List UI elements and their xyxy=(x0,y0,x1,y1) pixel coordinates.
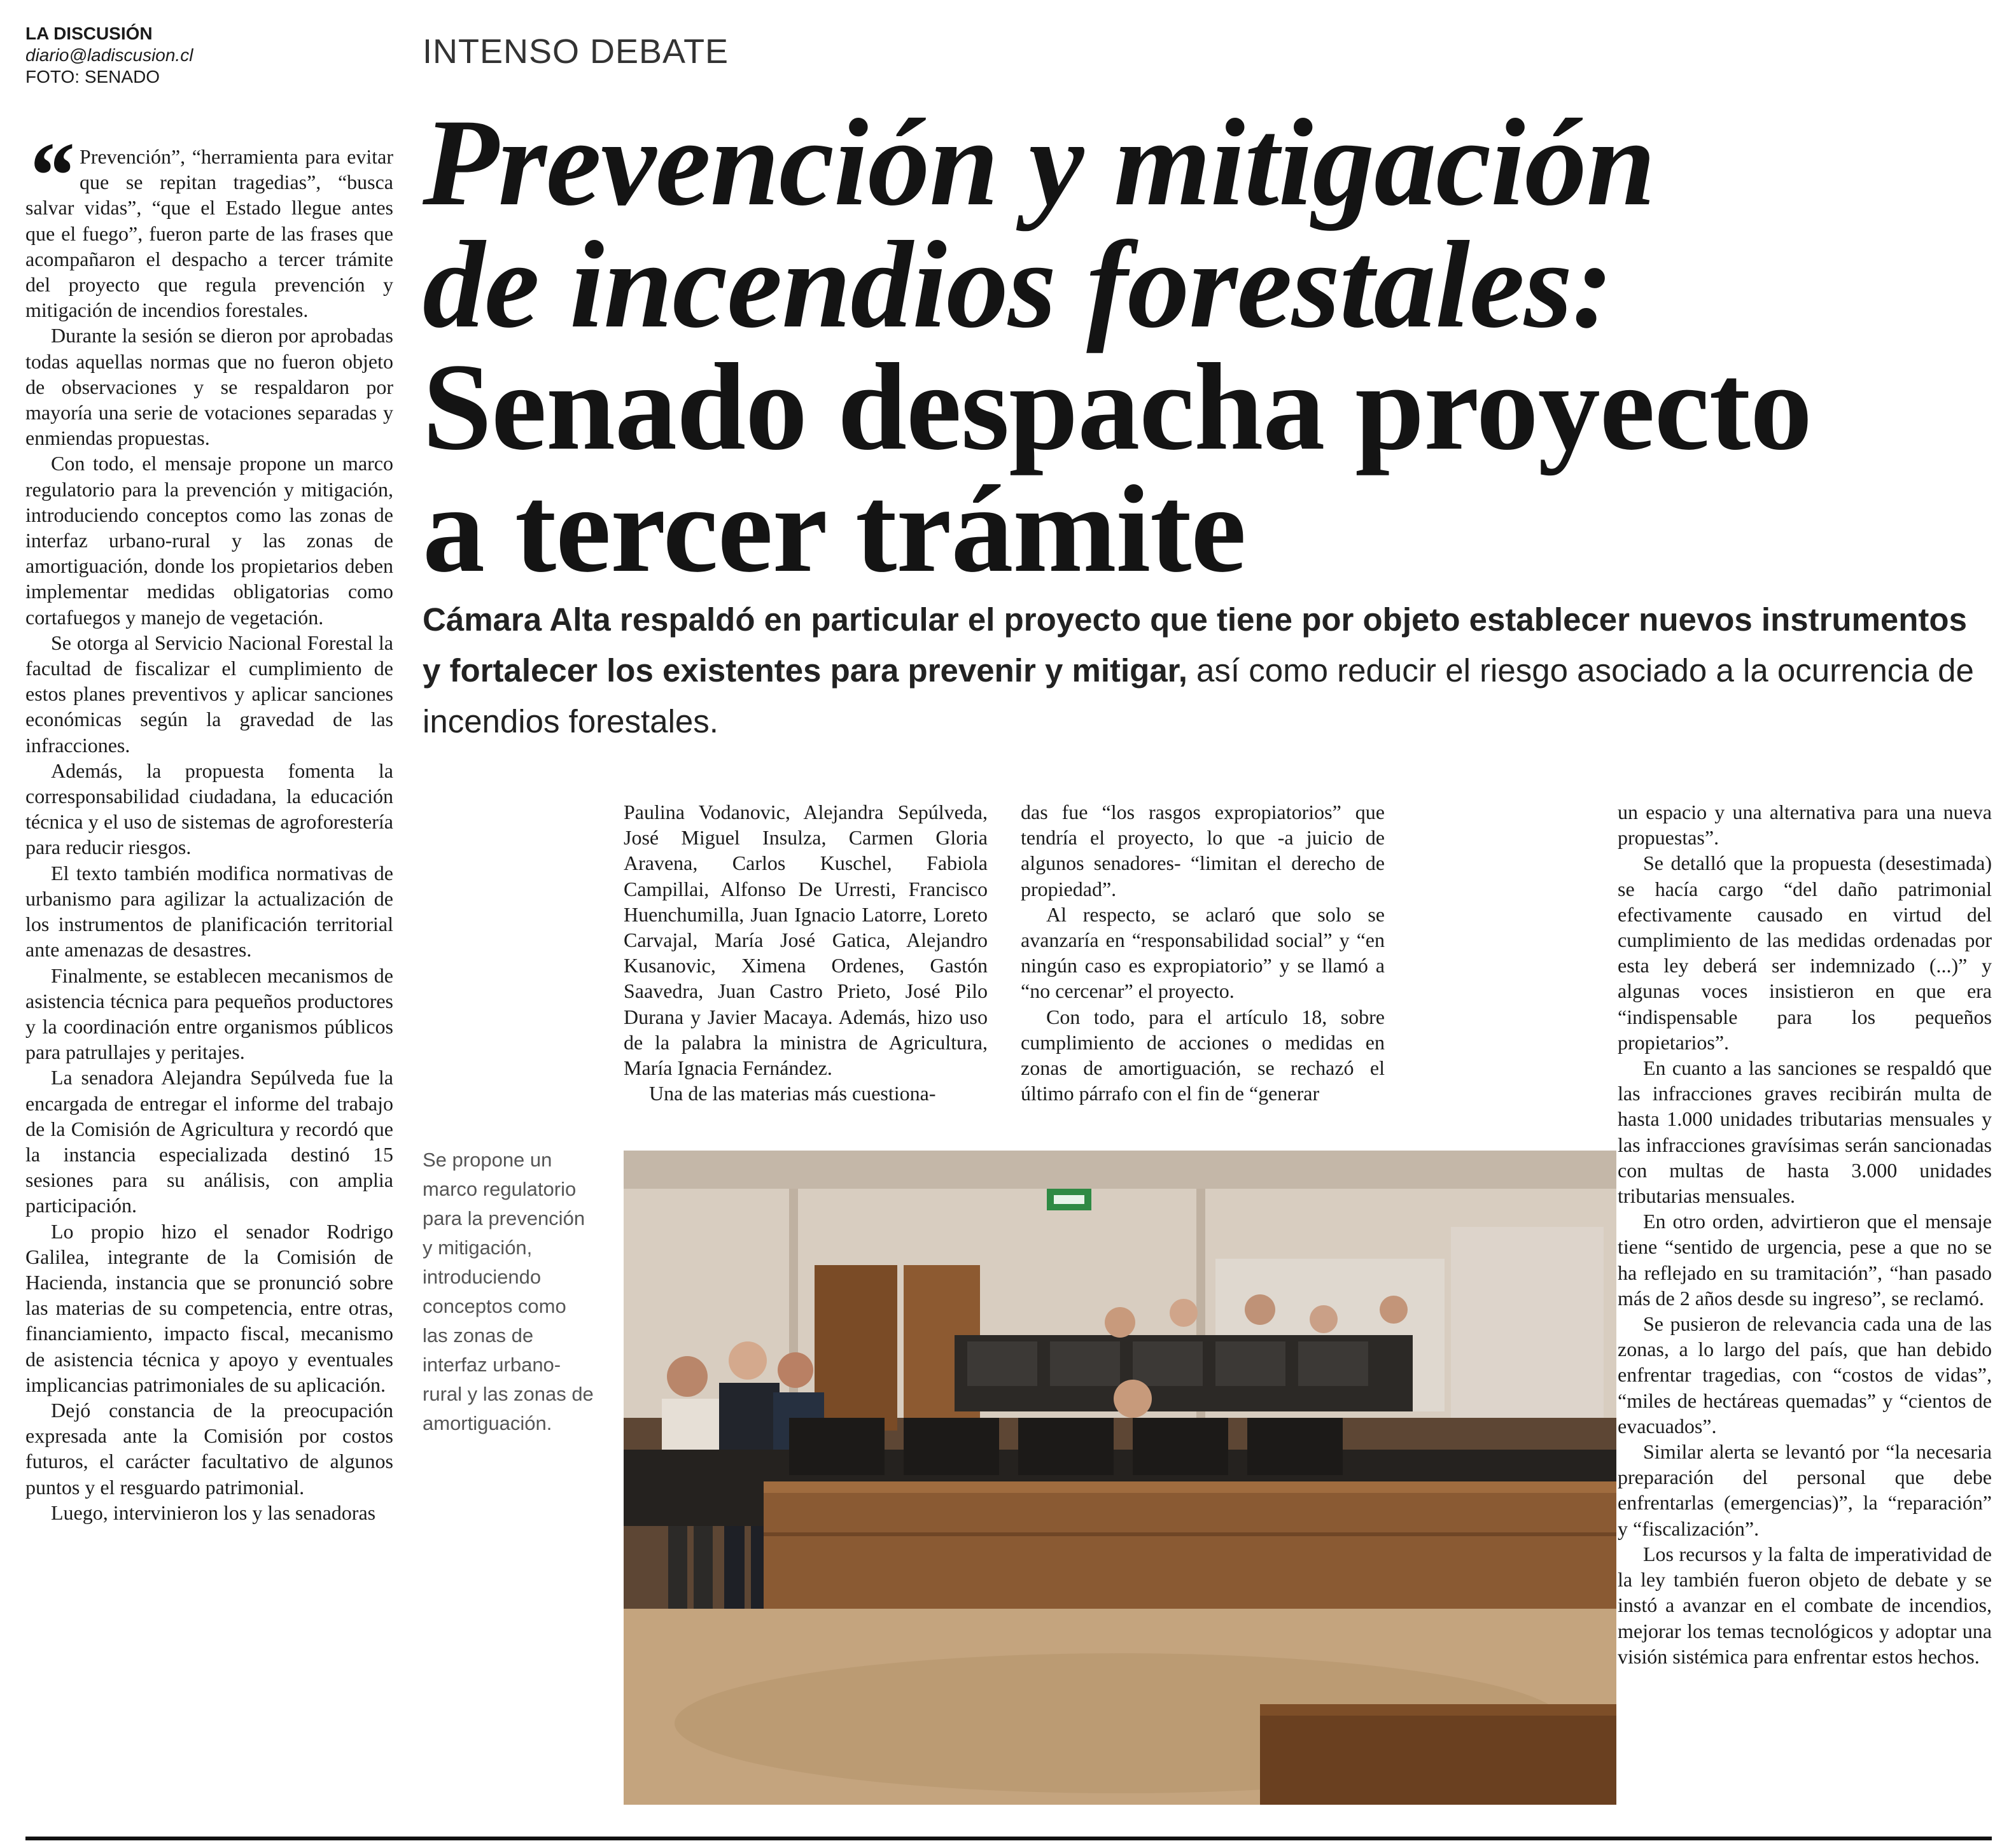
paragraph: das fue “los rasgos expropiatorios” que tendría el proyecto, lo que -a juicio de algunos senadores- “limitan el derecho de propiedad”. xyxy=(1021,801,1385,900)
paragraph: Finalmente, se establecen mecanismos de asistencia técnica para pequeños productores y la coordinación entre organismos públicos para patrullajes y peritajes. xyxy=(25,963,393,1064)
headline-line-4: a tercer trámite xyxy=(423,460,1246,598)
paragraph: Los recursos y la falta de imperatividad de la ley también fueron objeto de debate y se instó a avanzar en el combate de incendios, mejorar los temas tecnológicos y adoptar una visión sistémica para enfrentar estos hechos. xyxy=(1618,1542,1992,1668)
paragraph: Durante la sesión se dieron por aprobadas todas aquellas normas que no fueron objeto de observaciones y se respaldaron por mayoría una serie de votaciones separadas y enmiendas propuestas. xyxy=(25,324,393,450)
bottom-rule xyxy=(25,1837,1992,1840)
paragraph: Con todo, para el artículo 18, sobre cumplimiento de acciones o medidas en zonas de amortiguación, se rechazó el último párrafo con el fin de “generar xyxy=(1021,1005,1385,1105)
paragraph: Con todo, el mensaje propone un marco regulatorio para la prevención y mitigación, introduciendo conceptos como las zonas de interfaz urbano-rural y las zonas de amortiguación, donde los propietarios deben implementar medidas obligatorias como cortafuegos y manejo de vegetación. xyxy=(25,452,393,629)
dek-bold: Cámara Alta respaldó en particular el proyecto que tiene por objeto establecer nuevos instrumentos y fortalecer los existentes para prevenir y mitigar, xyxy=(423,601,1967,689)
photo-caption: Se propone un marco regulatorio para la prevención y mitigación, introduciendo conceptos como las zonas de interfaz urbano-rural y las zonas de amortiguación. xyxy=(423,1149,594,1434)
paragraph: En cuanto a las sanciones se respaldó que las infracciones graves recibirán multa de hasta 1.000 unidades tributarias mensuales y las infracciones gravísimas serán sancionadas con multas de hasta 3.000 unidades tributarias mensuales. xyxy=(1618,1056,1992,1208)
lead-paragraph xyxy=(25,123,393,323)
paragraph-text: Prevención”, “herramienta para evitar que se repitan tragedias”, “busca salvar vidas”, “que el Estado llegue antes que el fuego”, fueron parte de las frases que acompañaron el despacho a tercer trámite del proyecto que regula prevención y mitigación de incendios forestales. xyxy=(25,145,393,322)
paragraph: La senadora Alejandra Sepúlveda fue la encargada de entregar el informe del trabajo de la Comisión de Agricultura y recordó que la instancia especializada destinó 15 sesiones para su análisis, con amplia participación. xyxy=(25,1066,393,1217)
wood-panel xyxy=(764,1481,1616,1609)
photo-credit: FOTO: SENADO xyxy=(25,67,160,87)
dek xyxy=(423,594,1975,747)
door xyxy=(815,1265,897,1431)
senate-chamber-photo xyxy=(624,1151,1616,1805)
paragraph: Se detalló que la propuesta (desestimada) se hacía cargo “del daño patrimonial efectivamente causado en virtud del cumplimiento de las medidas ordenadas por esta ley deberá ser indemnizado (...)” y algunas voces insistieron en que era “indispensable para los pequeños propietarios”. xyxy=(1618,851,1992,1054)
monitor xyxy=(789,1418,885,1475)
paragraph: Al respecto, se aclaró que solo se avanzaría en “responsabilidad social” y “en ningún caso es expropiatorio” y se llamó a “no cercenar” el proyecto. xyxy=(1021,902,1385,1003)
paragraph: un espacio y una alternativa para una nueva propuestas”. xyxy=(1618,801,1992,850)
section-label: INTENSO DEBATE xyxy=(423,32,729,71)
article-column-1 xyxy=(25,123,393,1525)
paragraph: Se pusieron de relevancia cada una de las zonas, a lo largo del país, que han debido enfrentar tragedias, con “costos de vidas”, “miles de hectáreas quemadas” y “cientos de evacuados”. xyxy=(1618,1312,1992,1438)
publication-name: LA DISCUSIÓN xyxy=(25,24,153,43)
article-column-3 xyxy=(1021,799,1385,1106)
monitor xyxy=(904,1418,999,1475)
headline-italic-line-2: de incendios forestales: xyxy=(423,216,1613,354)
contact-email[interactable]: diario@ladiscusion.cl xyxy=(25,45,193,65)
article-column-2 xyxy=(624,799,988,1106)
foreground-desk xyxy=(1260,1711,1616,1805)
ceiling-band xyxy=(624,1151,1616,1189)
paragraph: Luego, intervinieron los y las senadoras xyxy=(51,1501,376,1524)
photo-illustration xyxy=(624,1151,1616,1805)
monitor xyxy=(1247,1418,1343,1475)
paragraph: Similar alerta se levantó por “la necesaria preparación del personal que debe enfrentarlas (emergencias)”, la “reparación” y “fiscalización”. xyxy=(1618,1440,1992,1540)
headline-italic-line-1: Prevención y mitigación xyxy=(423,94,1655,232)
monitor xyxy=(1018,1418,1114,1475)
dek-regular: así como reducir el riesgo asociado a la ocurrencia de incendios forestales. xyxy=(423,652,1974,739)
headline-line-3: Senado despacha proyecto xyxy=(423,338,1812,476)
headline xyxy=(423,94,1988,598)
paragraph: Se otorga al Servicio Nacional Forestal la facultad de fiscalizar el cumplimiento de estos planes preventivos y aplicar sanciones económicas según la gravedad de las infracciones. xyxy=(25,631,393,757)
paragraph: Además, la propuesta fomenta la corresponsabilidad ciudadana, la educación técnica y el uso de sistemas de agroforestería para reducir riesgos. xyxy=(25,759,393,859)
opening-quote-icon: “ xyxy=(25,123,73,228)
paragraph: El texto también modifica normativas de urbanismo para agilizar la actualización de los instrumentos de planificación territorial ante amenazas de desastres. xyxy=(25,861,393,962)
paragraph: En otro orden, advirtieron que el mensaje tiene “sentido de urgencia, pese a que no se ha reflejado en su tramitación”, “han pasado más de 2 años desde su ingreso”, se reclamó. xyxy=(1618,1210,1992,1310)
monitor xyxy=(1133,1418,1228,1475)
paragraph: Una de las materias más cuestiona- xyxy=(649,1082,936,1105)
paragraph: Dejó constancia de la preocupación expresada ante la Comisión por costos futuros, el carácter facultativo de algunos puntos y el resguardo patrimonial. xyxy=(25,1398,393,1499)
credit-block xyxy=(25,23,193,88)
paragraph: Paulina Vodanovic, Alejandra Sepúlveda, José Miguel Insulza, Carmen Gloria Aravena, Carlos Kuschel, Fabiola Campillai, Alfonso De Urresti, Francisco Huenchumilla, Juan Ignacio Latorre, Loreto Carvajal, María José Gatica, Alejandro Kusanovic, Ximena Ordenes, Gastón Saavedra, Juan Castro Prieto, José Pilo Durana y Javier Macaya. Además, hizo uso de la palabra la ministra de Agricultura, María Ignacia Fernández. xyxy=(624,801,988,1080)
paragraph: Lo propio hizo el senador Rodrigo Galilea, integrante de la Comisión de Hacienda, instancia que se pronunció sobre las materias de su competencia, entre otras, financiamiento, impacto fiscal, mecanismo de asistencia técnica y apoyo y eventuales implicancias patrimoniales de su aplicación. xyxy=(25,1219,393,1396)
article-column-4 xyxy=(1618,799,1992,1669)
